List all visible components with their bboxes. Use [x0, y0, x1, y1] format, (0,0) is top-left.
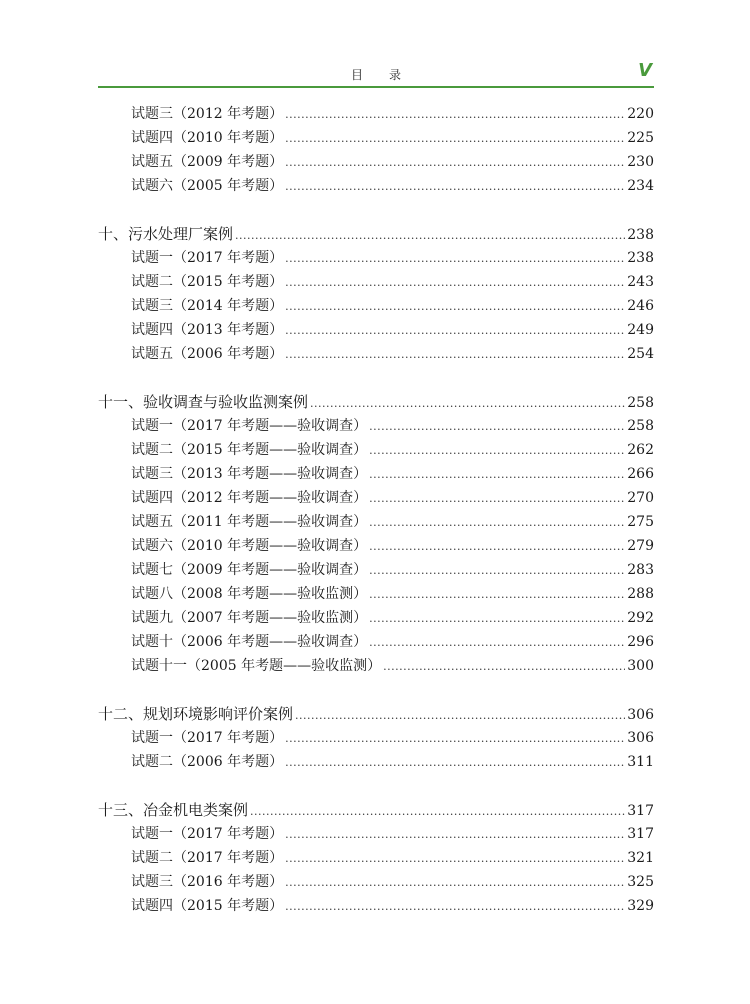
toc-item-entry[interactable]: [98, 318, 654, 342]
toc-entry-page-number: 238: [627, 227, 654, 243]
toc-entry-page-number: 262: [627, 442, 654, 458]
toc-entry-page-number: 288: [627, 586, 654, 602]
toc-entry-title: 试题二（2015 年考题——验收调查）: [131, 442, 368, 458]
toc-entry-title: 十、污水处理厂案例: [98, 225, 234, 243]
toc-item-entry[interactable]: [98, 846, 654, 870]
toc-entry-title: 试题一（2017 年考题）: [131, 826, 284, 842]
dot-leader: [295, 704, 625, 728]
toc-entry-page-number: 306: [627, 707, 654, 723]
toc-item-entry[interactable]: [98, 126, 654, 150]
toc-item-entry[interactable]: [98, 870, 654, 894]
toc-item-entry[interactable]: [98, 726, 654, 750]
toc-entry-page-number: 234: [627, 178, 654, 194]
dot-leader: [285, 103, 625, 127]
toc-entry-title: 试题八（2008 年考题——验收监测）: [131, 586, 368, 602]
toc-entry-page-number: 300: [627, 658, 654, 674]
toc-entry-title: 试题二（2015 年考题）: [131, 274, 284, 290]
toc-entry-page-number: 317: [627, 826, 654, 842]
toc-entry-title: 试题五（2009 年考题）: [131, 154, 284, 170]
dot-leader: [369, 583, 625, 607]
toc-entry-title: 试题三（2012 年考题）: [131, 106, 284, 122]
toc-entry-title: 试题七（2009 年考题——验收调查）: [131, 562, 368, 578]
toc-entry-page-number: 311: [627, 754, 654, 770]
toc-entry-title: 试题一（2017 年考题——验收调查）: [131, 418, 368, 434]
header-title: 目录: [350, 68, 427, 82]
toc-entry-page-number: 254: [627, 346, 654, 362]
dot-leader: [369, 535, 625, 559]
toc-entry-title: 试题三（2014 年考题）: [131, 298, 284, 314]
dot-leader: [369, 631, 625, 655]
toc-entry-page-number: 292: [627, 610, 654, 626]
toc-entry-title: 试题四（2015 年考题）: [131, 898, 284, 914]
dot-leader: [250, 800, 625, 824]
dot-leader: [285, 271, 625, 295]
dot-leader: [369, 511, 625, 535]
toc-entry-title: 十三、冶金机电类案例: [98, 801, 249, 819]
toc-entry-title: 试题四（2013 年考题）: [131, 322, 284, 338]
dot-leader: [285, 871, 625, 895]
dot-leader: [369, 439, 625, 463]
toc-entry-page-number: 275: [627, 514, 654, 530]
toc-entry-page-number: 220: [627, 106, 654, 122]
toc-entry-title: 试题一（2017 年考题）: [131, 250, 284, 266]
toc-entry-page-number: 246: [627, 298, 654, 314]
toc-entry-title: 十一、验收调查与验收监测案例: [98, 393, 309, 411]
dot-leader: [369, 487, 625, 511]
toc-item-entry[interactable]: [98, 270, 654, 294]
dot-leader: [369, 607, 625, 631]
toc-entry-title: 试题六（2005 年考题）: [131, 178, 284, 194]
dot-leader: [285, 343, 625, 367]
toc-item-entry[interactable]: [98, 606, 654, 630]
toc-entry-page-number: 329: [627, 898, 654, 914]
dot-leader: [285, 823, 625, 847]
toc-section-entry[interactable]: [98, 390, 654, 414]
toc-entry-page-number: 230: [627, 154, 654, 170]
toc-entry-title: 试题五（2011 年考题——验收调查）: [131, 514, 368, 530]
toc-entry-page-number: 283: [627, 562, 654, 578]
toc-entry-title: 试题九（2007 年考题——验收监测）: [131, 610, 368, 626]
toc-entry-page-number: 258: [627, 418, 654, 434]
toc-entry-page-number: 306: [627, 730, 654, 746]
dot-leader: [285, 127, 625, 151]
toc-entry-title: 十二、规划环境影响评价案例: [98, 705, 294, 723]
table-of-contents: [98, 102, 654, 918]
dot-leader: [285, 295, 625, 319]
toc-entry-page-number: 238: [627, 250, 654, 266]
toc-entry-page-number: 266: [627, 466, 654, 482]
toc-entry-title: 试题三（2016 年考题）: [131, 874, 284, 890]
toc-item-entry[interactable]: [98, 894, 654, 918]
toc-entry-title: 试题四（2010 年考题）: [131, 130, 284, 146]
toc-entry-title: 试题六（2010 年考题——验收调查）: [131, 538, 368, 554]
toc-item-entry[interactable]: [98, 654, 654, 678]
toc-entry-page-number: 225: [627, 130, 654, 146]
dot-leader: [285, 895, 625, 919]
toc-entry-title: 试题二（2017 年考题）: [131, 850, 284, 866]
toc-item-entry[interactable]: [98, 102, 654, 126]
toc-entry-page-number: 258: [627, 395, 654, 411]
toc-item-entry[interactable]: [98, 630, 654, 654]
toc-item-entry[interactable]: [98, 438, 654, 462]
toc-entry-page-number: 325: [627, 874, 654, 890]
dot-leader: [369, 415, 625, 439]
header-page-number: V: [638, 60, 652, 81]
toc-item-entry[interactable]: [98, 294, 654, 318]
toc-item-entry[interactable]: [98, 174, 654, 198]
toc-entry-title: 试题五（2006 年考题）: [131, 346, 284, 362]
toc-entry-page-number: 279: [627, 538, 654, 554]
toc-item-entry[interactable]: [98, 150, 654, 174]
toc-entry-page-number: 296: [627, 634, 654, 650]
toc-item-entry[interactable]: [98, 246, 654, 270]
toc-entry-page-number: 249: [627, 322, 654, 338]
toc-entry-title: 试题十一（2005 年考题——验收监测）: [131, 658, 382, 674]
dot-leader: [285, 751, 625, 775]
toc-item-entry[interactable]: [98, 462, 654, 486]
toc-entry-title: 试题十（2006 年考题——验收调查）: [131, 634, 368, 650]
toc-entry-page-number: 317: [627, 803, 654, 819]
toc-entry-page-number: 243: [627, 274, 654, 290]
dot-leader: [369, 559, 625, 583]
toc-item-entry[interactable]: [98, 822, 654, 846]
toc-item-entry[interactable]: [98, 582, 654, 606]
dot-leader: [285, 727, 625, 751]
toc-section-entry[interactable]: [98, 702, 654, 726]
toc-section-entry[interactable]: [98, 798, 654, 822]
toc-item-entry[interactable]: [98, 414, 654, 438]
dot-leader: [310, 392, 625, 416]
dot-leader: [383, 655, 625, 679]
toc-entry-page-number: 270: [627, 490, 654, 506]
dot-leader: [285, 175, 625, 199]
toc-entry-title: 试题二（2006 年考题）: [131, 754, 284, 770]
dot-leader: [369, 463, 625, 487]
toc-item-entry[interactable]: [98, 342, 654, 366]
toc-item-entry[interactable]: [98, 510, 654, 534]
toc-entry-title: 试题四（2012 年考题——验收调查）: [131, 490, 368, 506]
dot-leader: [285, 847, 625, 871]
running-header: [98, 62, 654, 88]
toc-item-entry[interactable]: [98, 558, 654, 582]
dot-leader: [235, 224, 625, 248]
dot-leader: [285, 151, 625, 175]
toc-entry-title: 试题一（2017 年考题）: [131, 730, 284, 746]
dot-leader: [285, 247, 625, 271]
toc-entry-page-number: 321: [627, 850, 654, 866]
dot-leader: [285, 319, 625, 343]
toc-item-entry[interactable]: [98, 750, 654, 774]
toc-entry-title: 试题三（2013 年考题——验收调查）: [131, 466, 368, 482]
toc-item-entry[interactable]: [98, 486, 654, 510]
toc-item-entry[interactable]: [98, 534, 654, 558]
toc-section-entry[interactable]: [98, 222, 654, 246]
